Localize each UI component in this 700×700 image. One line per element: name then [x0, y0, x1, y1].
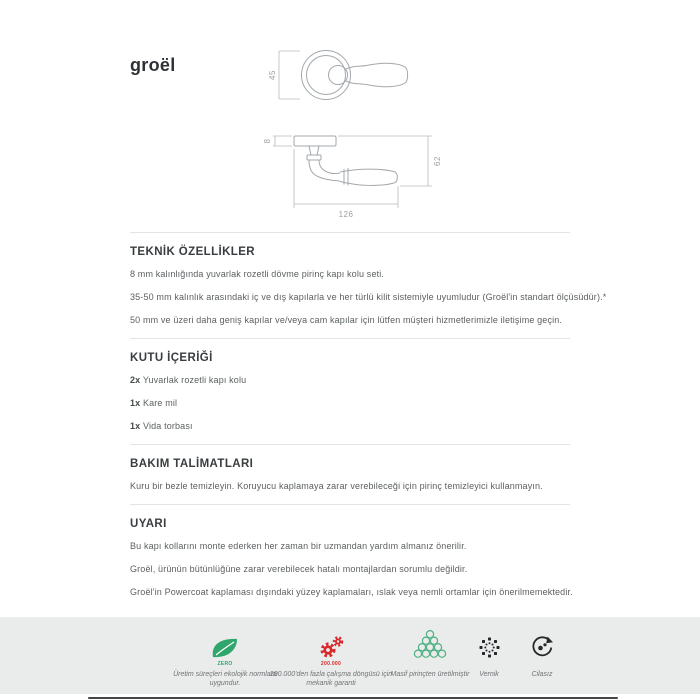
warning-paragraph: Bu kapı kollarını monte ederken her zaman bir uzmandan yardım almanız önerilir.: [130, 541, 467, 551]
badge-unpolished: [512, 629, 572, 680]
item-quantity: 1x: [130, 398, 141, 408]
section-heading-warning: UYARI: [130, 518, 167, 530]
dim-handle-length: 126: [338, 210, 354, 219]
item-label: Vida torbası: [142, 421, 193, 431]
section-heading-care: BAKIM TALİMATLARI: [130, 458, 254, 470]
badge-varnish: [459, 629, 519, 680]
badge-caption: Cilasız: [531, 671, 553, 678]
section-heading-box-contents: KUTU İÇERİĞİ: [130, 352, 213, 364]
circular-arrows-icon: [512, 629, 572, 659]
warning-paragraph: Groël'in Powercoat kaplaması dışındaki yüzey kaplamaları, ıslak veya nemli ortamlar için önerilmemektedir.: [130, 587, 573, 597]
spec-content: [130, 232, 660, 610]
badge-caption: Masif pirinçten üretilmiştir: [390, 671, 470, 678]
section-divider: [130, 504, 570, 505]
badge-caption: Üretim süreçleri ekolojik normlara uygundur.: [173, 671, 277, 687]
leaf-icon: [169, 629, 281, 659]
dim-rosette-diameter: 45: [268, 70, 277, 80]
box-content-item: [130, 375, 660, 385]
warning-paragraph: Groël, ürünün bütünlüğüne zarar verebilecek hatalı montajlardan sorumlu değildir.: [130, 564, 468, 574]
bottom-divider-bar: [88, 697, 618, 699]
badge-caption: 200.000'den fazla çalışma döngüsü için mekanik garanti: [269, 671, 393, 687]
section-heading-technical: TEKNİK ÖZELLİKLER: [130, 246, 255, 258]
item-label: Kare mil: [142, 398, 178, 408]
handle-front-view: [302, 51, 408, 100]
care-paragraph: Kuru bir bezle temizleyin. Koruyucu kaplamaya zarar verebileceği için pirinç temizleyici kullanmayın.: [130, 481, 543, 491]
item-quantity: 2x: [130, 375, 141, 385]
badge-icon-label: 200.000: [320, 661, 342, 667]
technical-paragraph: 50 mm ve üzeri daha geniş kapılar ve/veya cam kapılar için lütfen müşteri hizmetlerimizle iletişime geçin.: [130, 315, 563, 325]
feature-badge-strip: [0, 617, 700, 694]
badge-icon-label: ZERO: [217, 661, 233, 667]
badge-icon-label: [512, 661, 572, 668]
item-label: Yuvarlak rozetli kapı kolu: [142, 375, 247, 385]
dimension-lines-front: [279, 51, 300, 99]
badge-mechanical-warranty: [266, 629, 396, 688]
badge-solid-brass: [390, 629, 470, 680]
dotted-gear-icon: [459, 629, 519, 659]
dim-projection-height: 62: [433, 156, 442, 166]
box-content-item: [130, 398, 660, 408]
box-content-item: [130, 421, 660, 431]
handle-side-view: [294, 136, 397, 186]
section-divider: [130, 444, 570, 445]
section-divider: [130, 232, 570, 233]
brass-balls-pyramid-icon: [390, 629, 470, 659]
technical-paragraph: 8 mm kalınlığında yuvarlak rozetli dövme pirinç kapı kolu seti.: [130, 269, 385, 279]
brand-logo: groël: [130, 55, 176, 75]
dimension-lines-side: [273, 136, 432, 208]
technical-paragraph: 35-50 mm kalınlık arasındaki iç ve dış kapılarla ve her türlü kilit sistemiyle uyumludur (Groël'in standart ölçüsüdür).*: [130, 292, 607, 302]
badge-caption: Vernik: [479, 671, 499, 678]
item-quantity: 1x: [130, 421, 141, 431]
section-divider: [130, 338, 570, 339]
badge-icon-label: [459, 661, 519, 668]
technical-drawing: [248, 38, 478, 228]
gears-icon: [266, 629, 396, 659]
dim-rosette-thickness: 8: [263, 138, 272, 144]
badge-icon-label: [390, 661, 470, 668]
badge-ecology: [169, 629, 281, 688]
